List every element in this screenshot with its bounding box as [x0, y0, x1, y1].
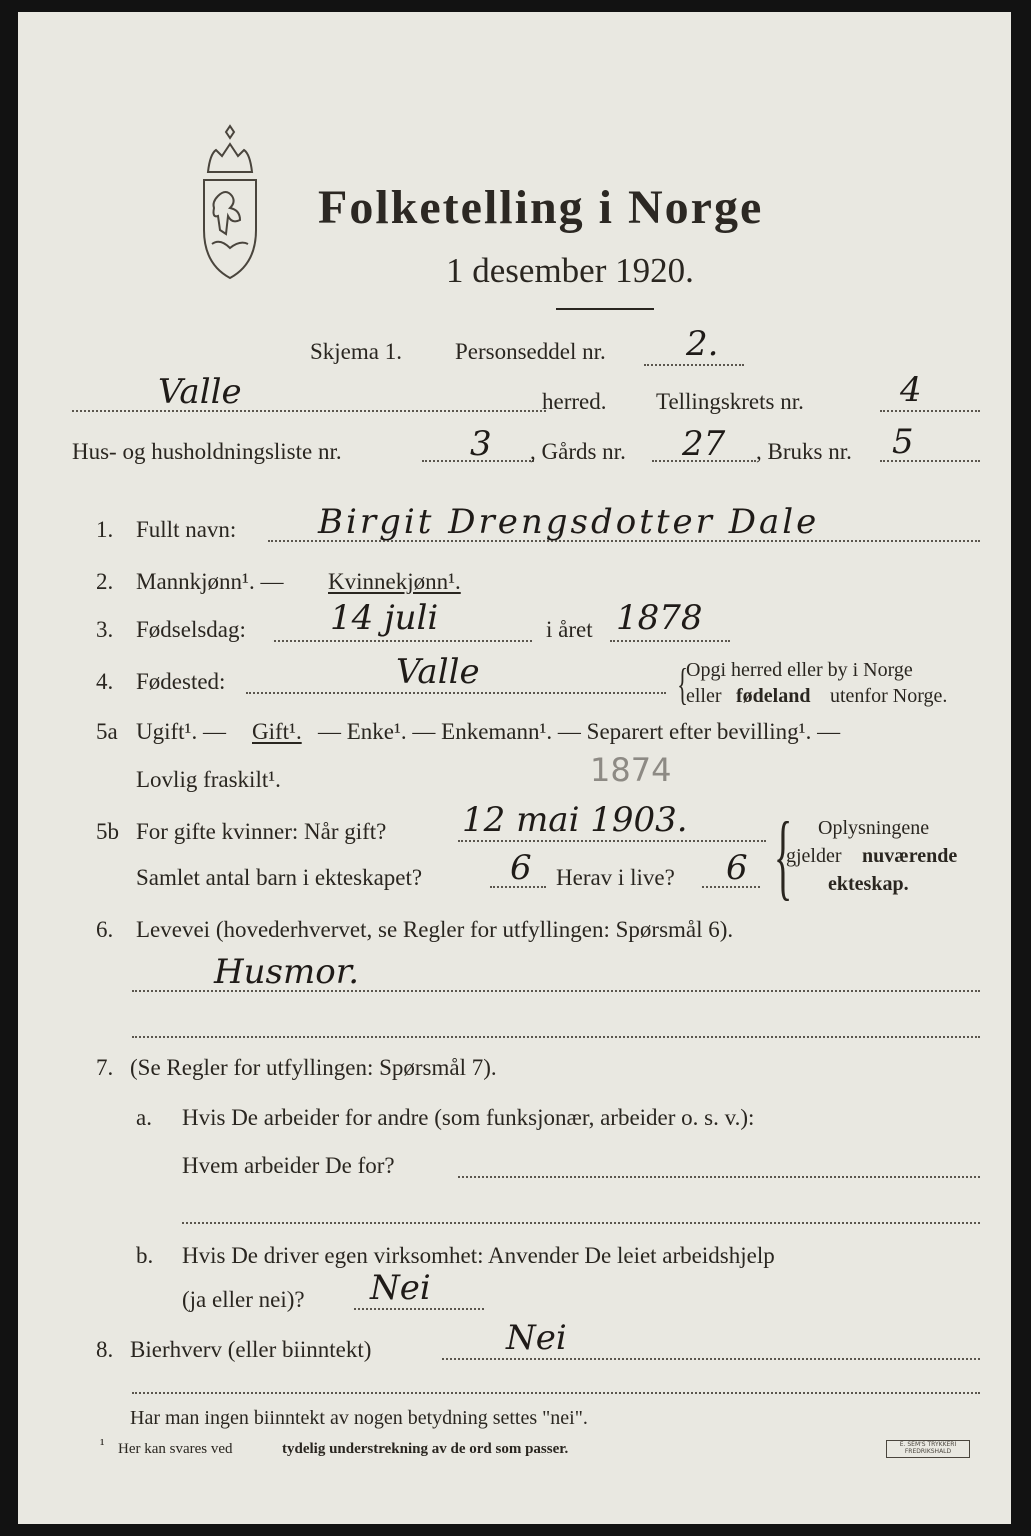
- q2-female-underlined: Kvinnekjønn¹.: [328, 569, 461, 594]
- q5a-note-value: 1874: [590, 751, 672, 789]
- q5b-bracket: {: [773, 802, 793, 909]
- q8-number: 8.: [96, 1337, 114, 1362]
- q6-label: Levevei (hovederhvervet, se Regler for utfyllingen: Spørsmål 6).: [136, 917, 734, 942]
- q3-label: Fødselsdag:: [136, 617, 246, 642]
- gards-value: 27: [682, 424, 726, 464]
- personseddel-value: 2.: [686, 324, 719, 364]
- footer-note: Har man ingen biinntekt av nogen betydning settes "nei".: [130, 1407, 588, 1429]
- q5b-note-2b: nuværende: [862, 845, 958, 867]
- q7-a-letter: a.: [136, 1105, 152, 1130]
- q7-b-letter: b.: [136, 1243, 154, 1268]
- q6-line-2: [132, 1036, 980, 1038]
- q5b-children-label: Samlet antal barn i ekteskapet?: [136, 865, 423, 890]
- q7-label: (Se Regler for utfyllingen: Spørsmål 7).: [130, 1055, 497, 1080]
- tellingskrets-label: Tellingskrets nr.: [656, 389, 804, 414]
- q5a-ugift: Ugift¹. —: [136, 719, 226, 744]
- q7-a-text: Hvis De arbeider for andre (som funksjonær, arbeider o. s. v.):: [182, 1105, 755, 1130]
- q5a-rest: — Enke¹. — Enkemann¹. — Separert efter bevilling¹. —: [318, 719, 841, 744]
- q3-year-label: i året: [546, 617, 593, 642]
- q8-line-1: [442, 1358, 980, 1360]
- q7-b-text: Hvis De driver egen virksomhet: Anvender De leiet arbeidshjelp: [182, 1243, 775, 1268]
- q7-a-question: Hvem arbeider De for?: [182, 1153, 395, 1178]
- q5b-alive-label: Herav i live?: [556, 865, 675, 890]
- q7-b-question: (ja eller nei)?: [182, 1287, 305, 1312]
- q4-note-2a: eller: [686, 685, 722, 707]
- q6-value: Husmor.: [214, 952, 360, 992]
- gards-label: , Gårds nr.: [530, 439, 626, 464]
- printer-stamp: [886, 1440, 970, 1458]
- q7-number: 7.: [96, 1055, 114, 1080]
- printer-stamp-line-2: FREDRIKSHALD: [904, 1448, 952, 1455]
- q5b-note-2a: gjelder: [786, 845, 842, 867]
- q4-note-2c: utenfor Norge.: [830, 685, 948, 707]
- q5a-fraskilt: Lovlig fraskilt¹.: [136, 767, 281, 792]
- q5a-number: 5a: [96, 719, 118, 744]
- q7-a-line-2: [182, 1222, 980, 1224]
- personseddel-line: [644, 364, 744, 366]
- q3-line: [274, 640, 532, 642]
- hus-value: 3: [470, 424, 492, 464]
- bruks-label: , Bruks nr.: [756, 439, 852, 464]
- q4-number: 4.: [96, 669, 114, 694]
- q5b-line: [458, 840, 766, 842]
- q3-value: 14 juli: [330, 598, 439, 638]
- herred-line: [72, 410, 546, 412]
- q3-year-value: 1878: [616, 598, 703, 638]
- q4-value: Valle: [396, 652, 480, 692]
- q4-note-1: Opgi herred eller by i Norge: [686, 659, 913, 681]
- q5a-gift-underlined: Gift¹.: [252, 719, 302, 744]
- q4-label: Fødested:: [136, 669, 226, 694]
- herred-label: herred.: [542, 389, 607, 414]
- q5b-note-1: Oplysningene: [818, 817, 930, 839]
- q5b-number: 5b: [96, 819, 119, 844]
- herred-value: Valle: [158, 372, 242, 412]
- q4-bracket: {: [677, 660, 688, 709]
- q5b-label: For gifte kvinner: Når gift?: [136, 819, 387, 844]
- q5b-children-value: 6: [510, 848, 532, 888]
- q2-number: 2.: [96, 569, 114, 594]
- q8-label: Bierhverv (eller biinntekt): [130, 1337, 372, 1362]
- personseddel-label: Personseddel nr.: [455, 339, 606, 364]
- q2-male: Mannkjønn¹. —: [136, 569, 284, 594]
- q5b-value: 12 mai 1903.: [462, 800, 688, 840]
- tellingskrets-line: [880, 410, 980, 412]
- tellingskrets-value: 4: [900, 370, 922, 410]
- census-form-page: [18, 12, 1011, 1524]
- footnote-text-a: Her kan svares ved: [118, 1441, 233, 1457]
- q3-year-line: [610, 640, 730, 642]
- q1-number: 1.: [96, 517, 114, 542]
- q8-line-2: [132, 1392, 980, 1394]
- document-title: Folketelling i Norge: [318, 181, 764, 234]
- footnote-text-b: tydelig understrekning av de ord som passer.: [282, 1441, 569, 1457]
- q1-value: Birgit Drengsdotter Dale: [318, 502, 820, 542]
- printer-stamp-line-1: E. SEM'S TRYKKERI: [899, 1441, 957, 1448]
- q1-label: Fullt navn:: [136, 517, 237, 542]
- norway-lion-coat-of-arms-icon: [190, 124, 270, 294]
- footnote-marker: ¹: [100, 1437, 105, 1453]
- q5b-alive-value: 6: [726, 848, 748, 888]
- q4-note-2b: fødeland: [736, 685, 811, 707]
- skjema-label: Skjema 1.: [310, 339, 402, 364]
- q7-b-line: [354, 1308, 484, 1310]
- q3-number: 3.: [96, 617, 114, 642]
- hus-label: Hus- og husholdningsliste nr.: [72, 439, 342, 464]
- bruks-value: 5: [892, 422, 914, 462]
- q4-line: [246, 692, 666, 694]
- q7-b-value: Nei: [370, 1268, 431, 1308]
- q8-value: Nei: [506, 1318, 567, 1358]
- title-divider: [556, 308, 654, 310]
- q6-number: 6.: [96, 917, 114, 942]
- census-date: 1 desember 1920.: [446, 251, 694, 290]
- q7-a-line-1: [458, 1176, 980, 1178]
- q5b-note-3: ekteskap.: [828, 873, 909, 895]
